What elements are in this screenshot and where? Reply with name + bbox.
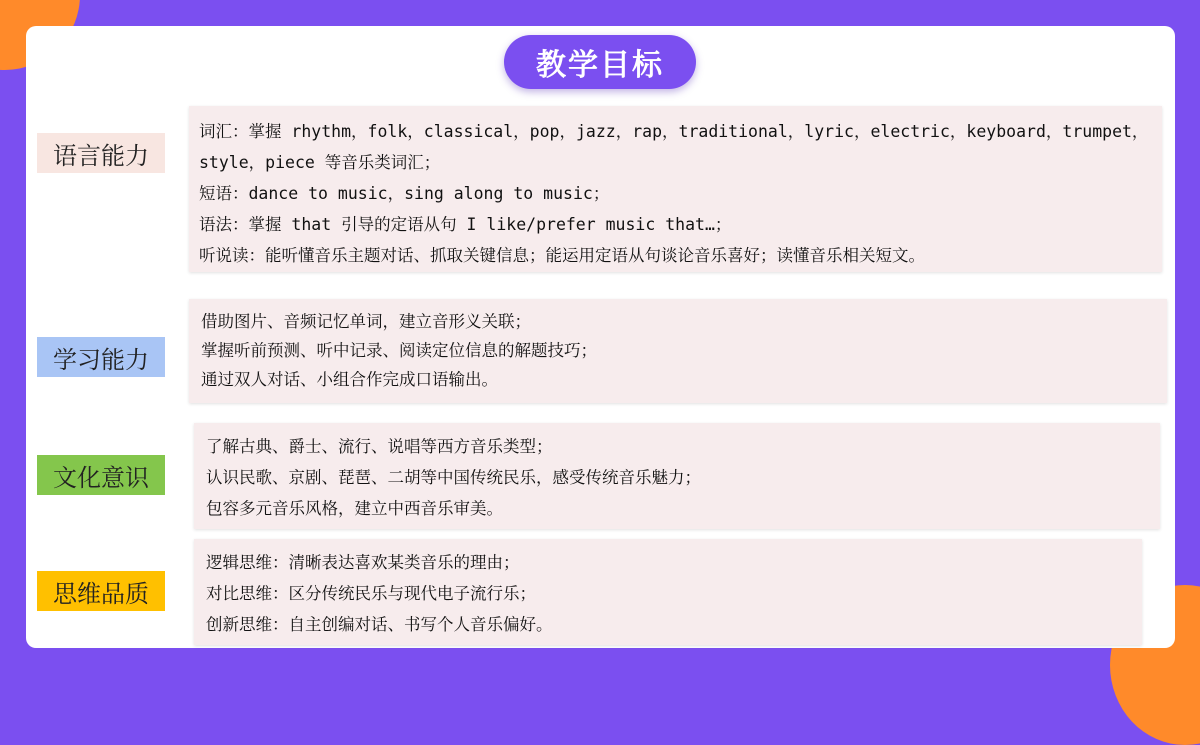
section-line: 逻辑思维：清晰表达喜欢某类音乐的理由； <box>206 553 520 572</box>
section-box-learning <box>189 299 1167 403</box>
section-line: 通过双人对话、小组合作完成口语输出。 <box>201 370 498 389</box>
section-line: 包容多元音乐风格，建立中西音乐审美。 <box>206 499 503 518</box>
section-label-thinking: 思维品质 <box>37 571 165 611</box>
section-line: 掌握听前预测、听中记录、阅读定位信息的解题技巧； <box>201 341 597 360</box>
section-box-culture <box>194 423 1160 529</box>
section-line: 词汇：掌握 rhythm，folk，classical，pop，jazz，rap，traditional，lyric，electric，keyboard，trumpet，style，piece 等音乐类词汇； <box>199 122 1149 172</box>
section-line: 对比思维：区分传统民乐与现代电子流行乐； <box>206 584 536 603</box>
section-line: 借助图片、音频记忆单词，建立音形义关联； <box>201 312 531 331</box>
section-line: 认识民歌、京剧、琵琶、二胡等中国传统民乐，感受传统音乐魅力； <box>206 468 701 487</box>
section-line: 创新思维：自主创编对话、书写个人音乐偏好。 <box>206 615 553 634</box>
section-box-language <box>189 106 1162 272</box>
section-label-culture: 文化意识 <box>37 455 165 495</box>
section-line: 语法：掌握 that 引导的定语从句 I like/prefer music that…； <box>199 215 732 234</box>
page-title: 教学目标 <box>504 35 696 89</box>
section-line: 短语：dance to music，sing along to music； <box>199 184 610 203</box>
section-label-learning: 学习能力 <box>37 337 165 377</box>
section-label-language: 语言能力 <box>37 133 165 173</box>
section-line: 了解古典、爵士、流行、说唱等西方音乐类型； <box>206 437 553 456</box>
section-box-thinking <box>194 539 1142 645</box>
section-line: 听说读：能听懂音乐主题对话、抓取关键信息；能运用定语从句谈论音乐喜好；读懂音乐相关短文。 <box>199 246 925 265</box>
